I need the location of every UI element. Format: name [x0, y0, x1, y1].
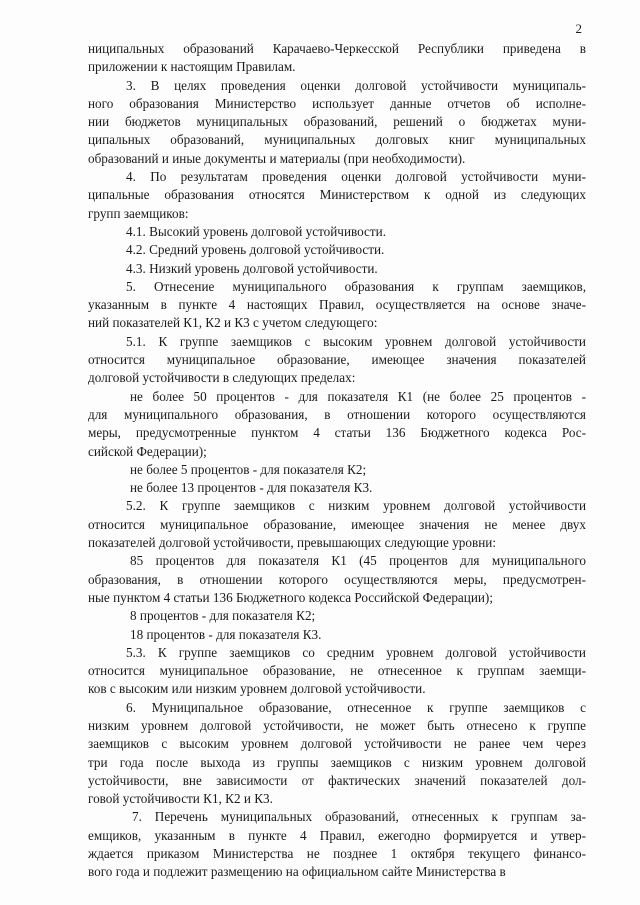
paragraph: [88, 461, 586, 479]
paragraph: [88, 278, 586, 333]
text-line: ниципальных образований Карачаево-Черкесской Республики приведена в: [88, 41, 586, 56]
paragraph: [88, 388, 586, 461]
text-line: показателей долговой устойчивости, превышающих следующие уровни:: [88, 535, 496, 551]
paragraph: [88, 626, 586, 644]
text-line: 4.1. Высокий уровень долговой устойчивости.: [126, 223, 387, 239]
text-line: указанным в пункте 4 настоящих Правил, осуществляется на основе значе-: [88, 297, 586, 313]
text-line: образований и иные документы и материалы (при необходимости).: [88, 150, 466, 166]
text-line: 7. Перечень муниципальных образований, отнесенных к группам за-: [132, 809, 586, 825]
text-line: 5.1. К группе заемщиков с высоким уровнем долговой устойчивости: [126, 333, 586, 349]
text-line: 5. Отнесение муниципального образования к группам заемщиков,: [126, 278, 586, 294]
text-line: нии бюджетов муниципальных образований, решений о бюджетах муни-: [88, 114, 586, 130]
text-line: емщиков, указанным в пункте 4 Правил, ежегодно формируется и утвер-: [88, 827, 586, 843]
text-line: не более 13 процентов - для показателя К3.: [130, 480, 373, 496]
text-line: ципальные образования относятся Министерством к одной из следующих: [88, 187, 586, 203]
text-line: образования, в отношении которого осуществляются меры, предусмотрен-: [88, 571, 586, 587]
text-line: вого года и подлежит размещению на официальном сайте Министерства в: [88, 864, 506, 880]
paragraph: [88, 699, 586, 809]
text-line: ные пунктом 4 статьи 136 Бюджетного кодекса Российской Федерации);: [88, 589, 493, 605]
text-line: ждается приказом Министерства не позднее 1 октября текущего финансо-: [88, 846, 586, 862]
text-line: говой устойчивости К1, К2 и К3.: [88, 791, 273, 807]
text-line: относится муниципальное образование, имеющее значения не менее двух: [88, 516, 586, 532]
paragraph: [88, 479, 586, 497]
paragraph: [88, 168, 586, 223]
text-line: 4.2. Средний уровень долговой устойчивости.: [126, 242, 385, 258]
paragraph: [88, 223, 586, 241]
text-line: ков с высоким или низким уровнем долговой устойчивости.: [88, 681, 426, 697]
paragraph: [88, 260, 586, 278]
paragraph: [88, 607, 586, 625]
text-line: ного образования Министерство использует данные отчетов об исполне-: [88, 95, 586, 111]
text-line: меры, предусмотренные пунктом 4 статьи 136 Бюджетного кодекса Рос-: [88, 425, 586, 441]
paragraph: [88, 552, 586, 607]
text-line: 4. По результатам проведения оценки долговой устойчивости муни-: [126, 169, 586, 185]
text-line: ний показателей К1, К2 и К3 с учетом следующего:: [88, 315, 378, 331]
text-line: ципальных образований, муниципальных долговых книг муниципальных: [88, 132, 586, 148]
text-line: групп заемщиков:: [88, 205, 189, 221]
text-line: 5.2. К группе заемщиков с низким уровнем долговой устойчивости: [126, 498, 586, 514]
text-line: 8 процентов - для показателя К2;: [130, 608, 316, 624]
text-line: долговой устойчивости в следующих пределах:: [88, 370, 356, 386]
text-line: 6. Муниципальное образование, отнесенное к группе заемщиков с: [126, 699, 586, 715]
paragraph: [88, 77, 586, 168]
text-line: не более 50 процентов - для показателя К1 (не более 25 процентов -: [130, 388, 586, 404]
text-line: 4.3. Низкий уровень долговой устойчивости.: [126, 260, 378, 276]
paragraph: [88, 644, 586, 699]
text-line: не более 5 процентов - для показателя К2;: [130, 461, 367, 477]
text-line: 85 процентов для показателя К1 (45 процентов для муниципального: [130, 553, 586, 569]
text-line: заемщиков с высоким уровнем долговой устойчивости не ранее чем через: [88, 736, 586, 752]
text-line: устойчивости, вне зависимости от фактических значений показателей дол-: [88, 772, 586, 788]
text-line: относится муниципальное образование, не отнесенное к группам заемщи-: [88, 663, 586, 679]
paragraph: [88, 333, 586, 388]
paragraph: [88, 808, 586, 881]
text-line: относится муниципальное образование, имеющее значения показателей: [88, 352, 586, 368]
document-body: [88, 40, 586, 882]
text-line: приложении к настоящим Правилам.: [88, 59, 296, 75]
paragraph: [88, 40, 586, 77]
text-line: низким уровнем долговой устойчивости, не может быть отнесено к группе: [88, 717, 586, 733]
text-line: 18 процентов - для показателя К3.: [130, 626, 322, 642]
text-line: 5.3. К группе заемщиков со средним уровнем долговой устойчивости: [126, 644, 586, 660]
text-line: 3. В целях проведения оценки долговой устойчивости муниципаль-: [126, 77, 586, 93]
text-line: сийской Федерации);: [88, 443, 207, 459]
paragraph: [88, 497, 586, 552]
text-line: для муниципального образования, в отношении которого осуществляются: [88, 406, 586, 422]
text-line: три года после выхода из группы заемщиков с низким уровнем долговой: [88, 754, 586, 770]
page-number: 2: [575, 21, 582, 36]
paragraph: [88, 241, 586, 259]
